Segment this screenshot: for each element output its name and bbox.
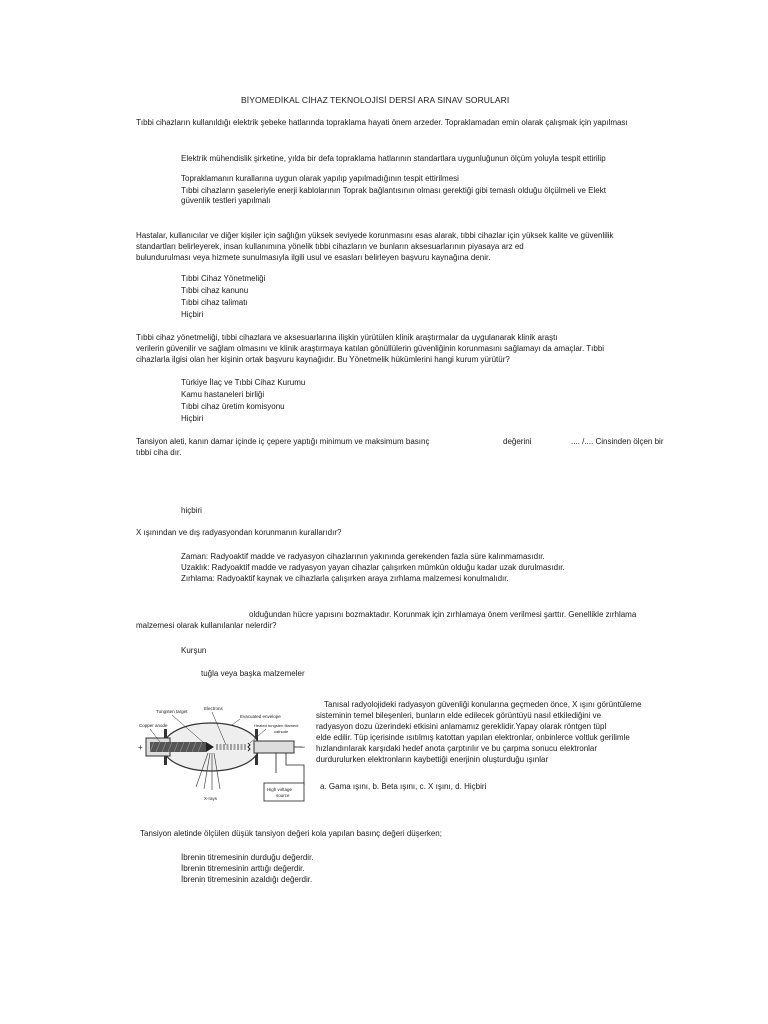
label-evacuated-envelope: Evacuated envelope: [240, 714, 281, 719]
diagram-plus-sign: +: [138, 743, 143, 752]
q7-question-line-4: elde edilir. Tüp içerisinde ısıtılmış katottan yapılan elektronlar, onbinlerce voltluk gerilimle: [316, 733, 630, 742]
q7-question-line-3: radyasyon dozu üzerindeki etkisini anlamamız gereklidir.Yapay olarak röntgen tüpl: [316, 722, 607, 731]
q3-question-line-3: cihazlarla ilgisi olan her kişinin ortak başvuru kaynağıdır. Bu Yönetmelik hükümlerini hangi kurum yürütür?: [136, 355, 510, 364]
label-copper-anode: Copper anode: [139, 723, 168, 728]
q7-question-line-5: hızlandırılarak karşıdaki hedef anota çarptırılır ve bu çarpma sonucu elektronlar: [316, 744, 598, 753]
q5-option-3: Zırhlama: Radyoaktif kaynak ve cihazlarla çalışırken araya zırhlama malzemesi konulmalıdır.: [181, 574, 509, 583]
q4-question-part-1: Tansiyon aleti, kanın damar içinde iç çepere yaptığı minimum ve maksimum basınç: [136, 437, 430, 446]
copper-anode-rod: [150, 742, 206, 752]
q1-option-2: Topraklamanın kurallarına uygun olarak yapılıp yapılmadığının tespit ettirilmesi: [181, 174, 459, 183]
high-voltage-source-box: [264, 783, 304, 801]
q5-option-2: Uzaklık: Radyoaktif madde ve radyasyon yayan cihazlar çalışırken mümkün olduğu kadar uzak durulmasıdır.: [181, 563, 565, 572]
q1-option-3: Tıbbi cihazların şaseleriyle enerji kablolarının Toprak bağlantısının olması gerektiği gibi temaslı olduğu ölçülmeli ve Elekt: [181, 186, 606, 195]
q2-question-line-2: standartları belirleyerek, insan kullanımına yönelik tıbbi cihazların ve bunların aksesuarlarının piyasaya arz ed: [136, 242, 524, 251]
q6-option-1: Kurşun: [181, 646, 207, 655]
q2-option-3: Tıbbi cihaz talimatı: [181, 298, 248, 307]
q1-option-1: Elektrik mühendislik şirketine, yılda bir defa topraklama hatlarının standartlara uygunluğunun ölçüm yoluyla tespit ettirilip: [181, 154, 606, 163]
q8-option-1: İbrenin titremesinin durduğu değerdir.: [181, 853, 314, 862]
q2-option-4: Hiçbiri: [181, 310, 204, 319]
label-cathode: cathode: [274, 729, 289, 734]
q2-option-1: Tıbbi Cihaz Yönetmeliği: [181, 274, 266, 283]
q2-option-2: Tıbbi cihaz kanunu: [181, 286, 249, 295]
q8-option-3: İbrenin titremesinin azaldığı değerdir.: [181, 875, 313, 884]
q7-options: a. Gama ışını, b. Beta ışını, c. X ışını, d. Hiçbiri: [320, 782, 487, 791]
q8-option-2: İbrenin titremesinin arttığı değerdir.: [181, 864, 305, 873]
q4-option: hiçbiri: [181, 506, 202, 515]
q3-question-line-1: Tıbbi cihaz yönetmeliği, tıbbi cihazlara ve aksesuarlarına ilişkin yürütülen klinik araştırmalar da uygulanarak klinik araştı: [136, 333, 558, 342]
q1-option-3-cont: güvenlik testleri yapılmalı: [181, 196, 271, 205]
q4-question-part-2: değerini: [503, 437, 532, 446]
q3-option-4: Hiçbiri: [181, 414, 204, 423]
label-xrays: X-rays: [204, 796, 218, 801]
q4-question-part-3: .... /.... Cinsinden ölçen bir: [571, 437, 664, 446]
q1-question: Tıbbi cihazların kullanıldığı elektrik şebeke hatlarında topraklama hayati önem arzeder. Topraklamadan emin olarak çalışmak için yapılması: [136, 118, 628, 127]
q3-question-line-2: verilerin güvenilir ve sağlam olmasını ve klinik araştırmaya katılan gönüllülerin güvenliğinin korunmasını sağlamayı da amaçlar. Tıbbi: [136, 344, 605, 353]
label-source: source: [276, 793, 290, 798]
q6-question-line-2: malzemesi olarak kullanılanlar nelerdir?: [136, 621, 277, 630]
q4-question-line-2: tıbbi ciha dır.: [136, 448, 182, 457]
label-heated-filament: Heated tungsten filament: [254, 723, 299, 728]
q5-option-1: Zaman: Radyoaktif madde ve radyasyon cihazlarının yakınında gerekenden fazla süre kalınmamasıdır.: [181, 552, 545, 561]
q3-option-2: Kamu hastaneleri birliği: [181, 390, 265, 399]
q5-question: X ışınından ve dış radyasyondan korunmanın kurallarıdır?: [136, 528, 342, 537]
diagram-minus-sign: −: [300, 742, 306, 752]
q7-question-line-2: sisteminin temel bileşenleri, bunların elde edilecek görüntüyü nasıl etkilediğini ve: [316, 711, 602, 720]
q6-option-2: tuğla veya başka malzemeler: [201, 669, 305, 678]
q7-question-line-1: Tanısal radyolojideki radyasyon güvenliği konularına geçmeden önce, X ışını görüntüleme: [324, 700, 642, 709]
xray-tube-diagram: [136, 703, 312, 807]
label-high-voltage: High voltage: [267, 787, 293, 792]
label-tungsten-target: Tungsten target: [156, 709, 188, 714]
leader-envelope: [232, 719, 240, 725]
page-title: BİYOMEDİKAL CİHAZ TEKNOLOJİSİ DERSİ ARA SINAV SORULARI: [241, 95, 510, 105]
anode-neck: [254, 741, 294, 753]
q3-option-3: Tıbbi cihaz üretim komisyonu: [181, 402, 285, 411]
label-electrons: Electrons: [204, 706, 223, 711]
source-wire: [286, 753, 304, 785]
q3-option-1: Türkiye İlaç ve Tıbbi Cihaz Kurumu: [181, 378, 306, 387]
q6-question-line-1: olduğundan hücre yapısını bozmaktadır. Korunmak için zırhlamaya önem verilmesi şarttır. Genellikle zırhlama: [249, 610, 637, 619]
q2-question-line-3: bulundurulması veya hizmete sunulmasıyla ilgili usul ve esasları belirleyen başvuru kaynağına denir.: [136, 253, 491, 262]
q7-question-line-6: durdurulurken elektronların kaybettiği enerjinin oluşturduğu ışınlar: [316, 755, 549, 764]
q8-question: Tansiyon aletinde ölçülen düşük tansiyon değeri kola yapılan basınç değeri düşerken;: [140, 829, 442, 838]
q2-question-line-1: Hastalar, kullanıcılar ve diğer kişiler için sağlığın yüksek seviyede korunmasını esas alarak, tıbbi cihazlar için yüksek kalite ve güvenlilik: [136, 231, 614, 240]
